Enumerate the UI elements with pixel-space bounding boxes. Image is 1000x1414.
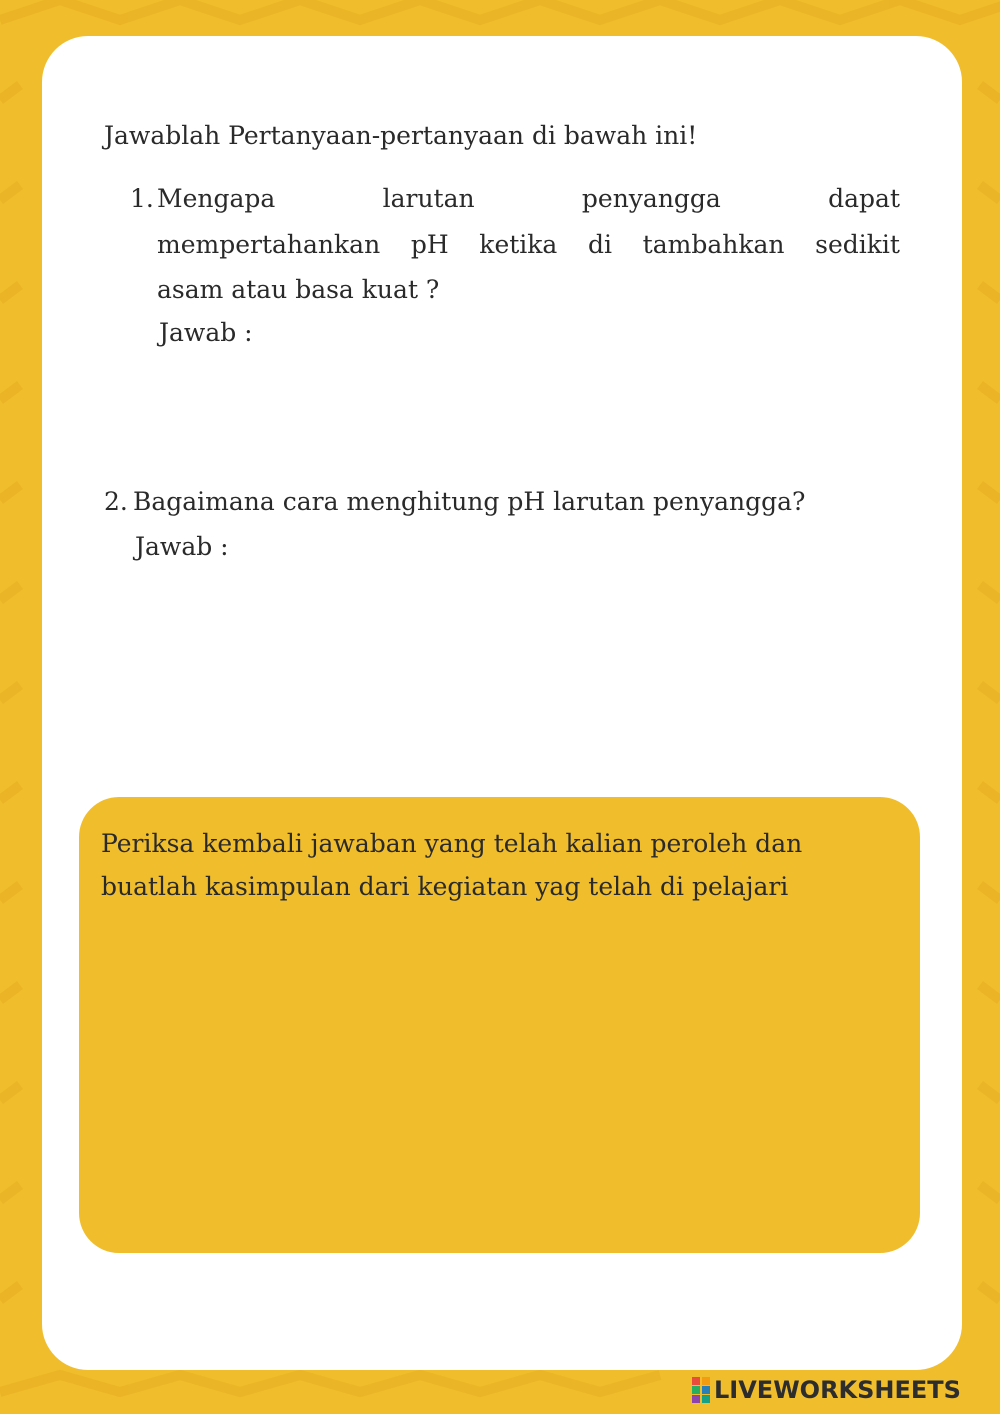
question-1-word: di [588, 230, 612, 259]
question-1-word: penyangga [581, 184, 721, 213]
liveworksheets-watermark [692, 1373, 961, 1407]
question-1-word: sedikit [815, 230, 900, 259]
question-1-word: ketika [479, 230, 558, 259]
question-1-line-2 [157, 230, 900, 260]
question-1-word: tambahkan [642, 230, 785, 259]
instruction-heading: Jawablah Pertanyaan-pertanyaan di bawah ini! [104, 121, 698, 150]
question-1-word: larutan [382, 184, 475, 213]
question-2-answer-label: Jawab : [135, 532, 229, 561]
question-1-answer-label: Jawab : [159, 318, 253, 347]
question-1-word: pH [410, 230, 449, 259]
question-1-number: 1. [130, 184, 154, 213]
question-1-line-1 [157, 184, 900, 214]
question-1-word: mempertahankan [157, 230, 381, 259]
question-1-word: Mengapa [157, 184, 276, 213]
question-1-line-3: asam atau basa kuat ? [157, 275, 440, 304]
liveworksheets-logo-icon [692, 1377, 710, 1403]
question-2-text: Bagaimana cara menghitung pH larutan penyangga? [133, 487, 806, 516]
watermark-text: LIVEWORKSHEETS [714, 1376, 961, 1404]
summary-box[interactable] [79, 797, 920, 1253]
question-1-word: dapat [828, 184, 900, 213]
question-2-number: 2. [104, 487, 128, 516]
summary-text-line-1: Periksa kembali jawaban yang telah kalian peroleh dan [101, 829, 803, 858]
summary-text-line-2: buatlah kasimpulan dari kegiatan yag telah di pelajari [101, 872, 789, 901]
